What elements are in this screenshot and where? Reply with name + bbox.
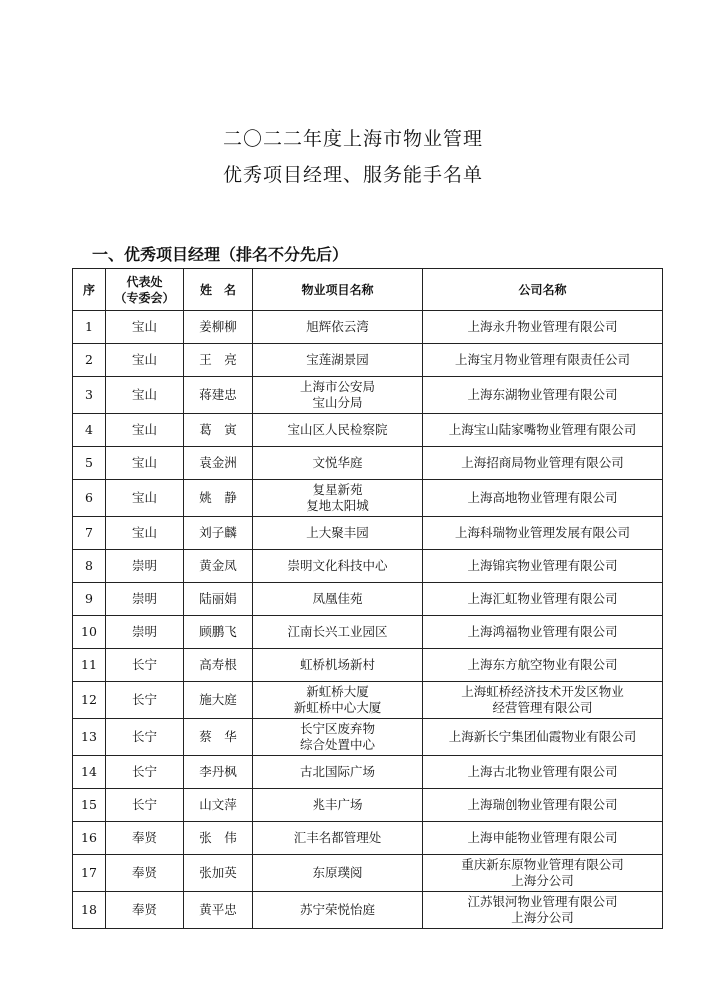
cell-project-line: 宝山区人民检察院 — [287, 422, 388, 437]
cell-company-line: 重庆新东原物业管理有限公司 — [461, 857, 624, 872]
cell-company — [423, 480, 663, 517]
cell-company — [423, 855, 663, 892]
cell-company-line: 上海新长宁集团仙霞物业有限公司 — [448, 729, 637, 744]
cell-company — [423, 892, 663, 929]
cell-district: 宝山 — [106, 311, 184, 344]
cell-no: 11 — [73, 649, 106, 682]
cell-district: 宝山 — [106, 377, 184, 414]
cell-company-line: 上海高地物业管理有限公司 — [467, 490, 618, 505]
cell-name: 黄平忠 — [184, 892, 253, 929]
cell-no: 9 — [73, 583, 106, 616]
cell-company-line: 上海鸿福物业管理有限公司 — [467, 624, 618, 639]
cell-project-line: 文悦华庭 — [312, 455, 363, 470]
table-row — [73, 756, 663, 789]
table-row — [73, 414, 663, 447]
cell-district: 奉贤 — [106, 892, 184, 929]
cell-project — [253, 855, 423, 892]
cell-company-line: 上海古北物业管理有限公司 — [467, 764, 618, 779]
table-row — [73, 480, 663, 517]
cell-project-line: 江南长兴工业园区 — [287, 624, 388, 639]
cell-no: 8 — [73, 550, 106, 583]
cell-no: 13 — [73, 719, 106, 756]
cell-name: 姚 静 — [184, 480, 253, 517]
cell-district: 长宁 — [106, 719, 184, 756]
cell-project-line: 凤凰佳苑 — [312, 591, 363, 606]
cell-company — [423, 311, 663, 344]
cell-no: 15 — [73, 789, 106, 822]
cell-project-line: 崇明文化科技中心 — [287, 558, 388, 573]
cell-company-line: 上海瑞创物业管理有限公司 — [467, 797, 618, 812]
cell-name: 王 亮 — [184, 344, 253, 377]
cell-company-line: 上海东湖物业管理有限公司 — [467, 387, 618, 402]
cell-name: 张 伟 — [184, 822, 253, 855]
cell-project — [253, 344, 423, 377]
cell-district: 奉贤 — [106, 855, 184, 892]
cell-company-line: 经营管理有限公司 — [492, 700, 593, 715]
table-body — [73, 311, 663, 929]
cell-no: 18 — [73, 892, 106, 929]
cell-company — [423, 344, 663, 377]
cell-name: 顾鹏飞 — [184, 616, 253, 649]
table-row — [73, 447, 663, 480]
cell-no: 3 — [73, 377, 106, 414]
cell-project-line: 长宁区废弃物 — [299, 721, 375, 736]
cell-project — [253, 377, 423, 414]
cell-company-line: 江苏银河物业管理有限公司 — [467, 894, 618, 909]
cell-company — [423, 616, 663, 649]
cell-company-line: 上海宝月物业管理有限责任公司 — [454, 352, 630, 367]
cell-project-line: 旭辉依云湾 — [306, 319, 369, 334]
cell-district: 长宁 — [106, 649, 184, 682]
cell-project — [253, 311, 423, 344]
table-row — [73, 855, 663, 892]
cell-no: 1 — [73, 311, 106, 344]
cell-district: 长宁 — [106, 789, 184, 822]
cell-company-line: 上海锦宾物业管理有限公司 — [467, 558, 618, 573]
cell-no: 2 — [73, 344, 106, 377]
cell-name: 李丹枫 — [184, 756, 253, 789]
cell-district: 长宁 — [106, 682, 184, 719]
cell-project-line: 复地太阳城 — [306, 498, 369, 513]
cell-project — [253, 719, 423, 756]
cell-project-line: 虹桥机场新村 — [299, 657, 375, 672]
table-row — [73, 789, 663, 822]
cell-project — [253, 550, 423, 583]
cell-company — [423, 414, 663, 447]
table-row — [73, 682, 663, 719]
cell-name: 袁金洲 — [184, 447, 253, 480]
table-row — [73, 517, 663, 550]
cell-name: 葛 寅 — [184, 414, 253, 447]
cell-project — [253, 480, 423, 517]
cell-project-line: 古北国际广场 — [299, 764, 375, 779]
cell-name: 蒋建忠 — [184, 377, 253, 414]
cell-project-line: 复星新苑 — [312, 482, 363, 497]
cell-company — [423, 550, 663, 583]
cell-project-line: 上大聚丰园 — [306, 525, 369, 540]
excellent-managers-table — [72, 268, 663, 929]
cell-name: 姜柳柳 — [184, 311, 253, 344]
cell-company — [423, 447, 663, 480]
cell-project — [253, 583, 423, 616]
cell-project — [253, 682, 423, 719]
cell-project-line: 东原璞阅 — [312, 865, 363, 880]
document-title-line2: 优秀项目经理、服务能手名单 — [222, 164, 483, 186]
cell-project — [253, 822, 423, 855]
cell-district: 崇明 — [106, 616, 184, 649]
cell-company — [423, 719, 663, 756]
cell-company-line: 上海汇虹物业管理有限公司 — [467, 591, 618, 606]
cell-company — [423, 377, 663, 414]
cell-company — [423, 756, 663, 789]
cell-project — [253, 447, 423, 480]
cell-name: 刘子麟 — [184, 517, 253, 550]
cell-no: 12 — [73, 682, 106, 719]
document-title-line1: 二〇二二年度上海市物业管理 — [222, 128, 483, 150]
cell-company — [423, 517, 663, 550]
cell-company-line: 上海东方航空物业有限公司 — [467, 657, 618, 672]
cell-company-line: 上海申能物业管理有限公司 — [467, 830, 618, 845]
table-row — [73, 892, 663, 929]
cell-no: 17 — [73, 855, 106, 892]
cell-company — [423, 789, 663, 822]
cell-project-line: 宝莲湖景园 — [306, 352, 369, 367]
table-header-row — [73, 269, 663, 311]
cell-name: 张加英 — [184, 855, 253, 892]
header-district-line1: 代表处 — [126, 274, 163, 289]
cell-no: 14 — [73, 756, 106, 789]
cell-company-line: 上海宝山陆家嘴物业管理有限公司 — [448, 422, 637, 437]
cell-company — [423, 822, 663, 855]
cell-project-line: 宝山分局 — [312, 395, 363, 410]
table-row — [73, 583, 663, 616]
table-row — [73, 822, 663, 855]
cell-company-line: 上海分公司 — [511, 910, 574, 925]
table-row — [73, 649, 663, 682]
cell-company-line: 上海永升物业管理有限公司 — [467, 319, 618, 334]
cell-project — [253, 649, 423, 682]
cell-company-line: 上海招商局物业管理有限公司 — [461, 455, 624, 470]
table-row — [73, 377, 663, 414]
cell-project-line: 新虹桥大厦 — [306, 684, 369, 699]
cell-no: 6 — [73, 480, 106, 517]
cell-project-line: 苏宁荣悦怡庭 — [299, 902, 375, 917]
header-project: 物业项目名称 — [253, 269, 423, 311]
cell-name: 陆丽娟 — [184, 583, 253, 616]
cell-name: 蔡 华 — [184, 719, 253, 756]
cell-project — [253, 789, 423, 822]
cell-project-line: 新虹桥中心大厦 — [293, 700, 382, 715]
cell-no: 10 — [73, 616, 106, 649]
cell-district: 长宁 — [106, 756, 184, 789]
cell-project — [253, 616, 423, 649]
cell-project — [253, 756, 423, 789]
header-company: 公司名称 — [423, 269, 663, 311]
cell-company — [423, 682, 663, 719]
cell-project-line: 上海市公安局 — [299, 379, 375, 394]
cell-project-line: 汇丰名都管理处 — [293, 830, 382, 845]
cell-district: 宝山 — [106, 414, 184, 447]
cell-project-line: 兆丰广场 — [312, 797, 363, 812]
table-row — [73, 344, 663, 377]
cell-project — [253, 517, 423, 550]
cell-project — [253, 414, 423, 447]
cell-project — [253, 892, 423, 929]
cell-company — [423, 583, 663, 616]
cell-district: 奉贤 — [106, 822, 184, 855]
header-no: 序 — [73, 269, 106, 311]
cell-no: 5 — [73, 447, 106, 480]
cell-name: 黄金凤 — [184, 550, 253, 583]
cell-company — [423, 649, 663, 682]
cell-no: 7 — [73, 517, 106, 550]
cell-no: 16 — [73, 822, 106, 855]
cell-district: 宝山 — [106, 517, 184, 550]
cell-name: 山文萍 — [184, 789, 253, 822]
cell-name: 高寿根 — [184, 649, 253, 682]
cell-company-line: 上海分公司 — [511, 873, 574, 888]
cell-district: 宝山 — [106, 480, 184, 517]
header-district-line2: （专委会） — [114, 290, 175, 305]
table-row — [73, 550, 663, 583]
cell-project-line: 综合处置中心 — [299, 737, 375, 752]
cell-company-line: 上海科瑞物业管理发展有限公司 — [454, 525, 630, 540]
cell-district: 崇明 — [106, 583, 184, 616]
cell-district: 宝山 — [106, 447, 184, 480]
table-row — [73, 719, 663, 756]
cell-name: 施大庭 — [184, 682, 253, 719]
table-row — [73, 311, 663, 344]
header-name: 姓 名 — [184, 269, 253, 311]
cell-district: 宝山 — [106, 344, 184, 377]
cell-district: 崇明 — [106, 550, 184, 583]
cell-company-line: 上海虹桥经济技术开发区物业 — [461, 684, 624, 699]
section-heading: 一、优秀项目经理（排名不分先后） — [92, 245, 349, 264]
cell-no: 4 — [73, 414, 106, 447]
table-row — [73, 616, 663, 649]
header-district — [106, 269, 184, 311]
